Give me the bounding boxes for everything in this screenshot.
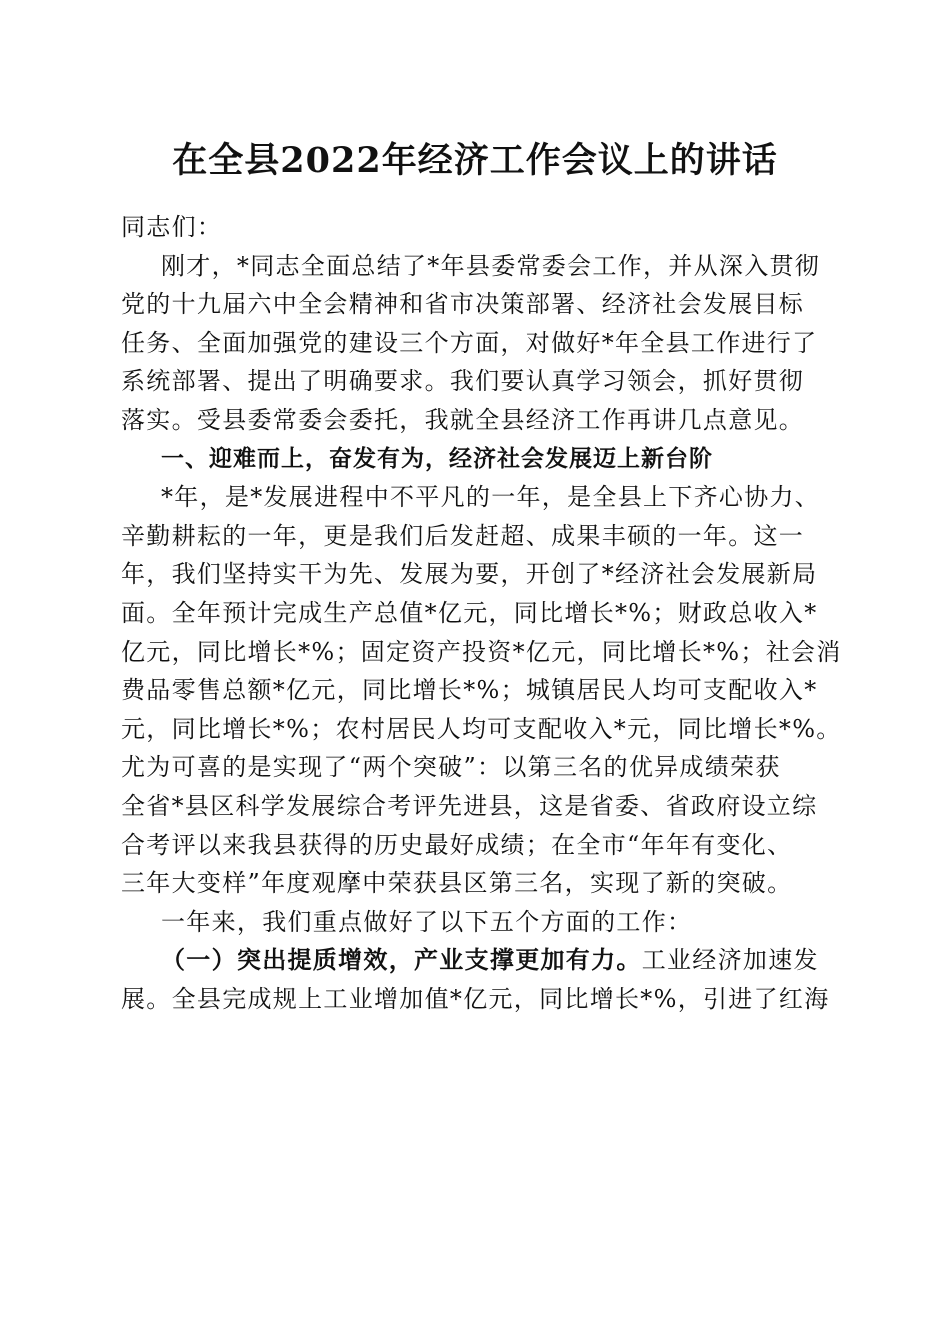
subsection-heading: （一）突出提质增效，产业支撑更加有力。 xyxy=(161,945,642,975)
salutation: 同志们： xyxy=(121,213,223,241)
body-line: 合考评以来我县获得的历史最好成绩；在全市“年年有变化、 xyxy=(121,830,793,859)
body-line: 展。全县完成规上工业增加值*亿元，同比增长*%，引进了红海 xyxy=(121,984,830,1013)
subsection-line xyxy=(121,941,827,980)
body-line: 面。全年预计完成生产总值*亿元，同比增长*%；财政总收入* xyxy=(121,598,818,627)
body-line: 尤为可喜的是实现了“两个突破”：以第三名的优异成绩荣获 xyxy=(121,753,781,782)
body-line: 党的十九届六中全会精神和省市决策部署、经济社会发展目标 xyxy=(121,290,805,319)
body-line: 一年来，我们重点做好了以下五个方面的工作： xyxy=(161,907,693,936)
body-line: 年，我们坚持实干为先、发展为要，开创了*经济社会发展新局 xyxy=(121,560,818,589)
body-line: 全省*县区科学发展综合考评先进县，这是省委、省政府设立综 xyxy=(121,791,818,820)
document-body xyxy=(121,208,842,1018)
body-line: 落实。受县委常委会委托，我就全县经济工作再讲几点意见。 xyxy=(121,405,805,434)
subsection-text: 工业经济加速发 xyxy=(641,946,819,975)
document-title: 在全县2022年经济工作会议上的讲话 xyxy=(172,140,778,181)
section-heading: 一、迎难而上，奋发有为，经济社会发展迈上新台阶 xyxy=(161,445,713,472)
body-line: 任务、全面加强党的建设三个方面，对做好*年全县工作进行了 xyxy=(121,328,818,357)
body-line: 亿元，同比增长*%；固定资产投资*亿元，同比增长*%；社会消 xyxy=(121,637,842,666)
body-line: 系统部署、提出了明确要求。我们要认真学习领会，抓好贯彻 xyxy=(121,367,805,396)
body-line: 费品零售总额*亿元，同比增长*%；城镇居民人均可支配收入* xyxy=(121,676,818,705)
body-line: 元，同比增长*%；农村居民人均可支配收入*元，同比增长*%。 xyxy=(121,714,842,743)
body-line: 刚才，*同志全面总结了*年县委常委会工作，并从深入贯彻 xyxy=(161,251,821,280)
body-line: 辛勤耕耘的一年，更是我们后发赶超、成果丰硕的一年。这一 xyxy=(121,521,805,550)
body-line: 三年大变样”年度观摩中荣获县区第三名，实现了新的突破。 xyxy=(121,869,793,898)
body-line: *年，是*发展进程中不平凡的一年，是全县上下齐心协力、 xyxy=(161,483,821,512)
